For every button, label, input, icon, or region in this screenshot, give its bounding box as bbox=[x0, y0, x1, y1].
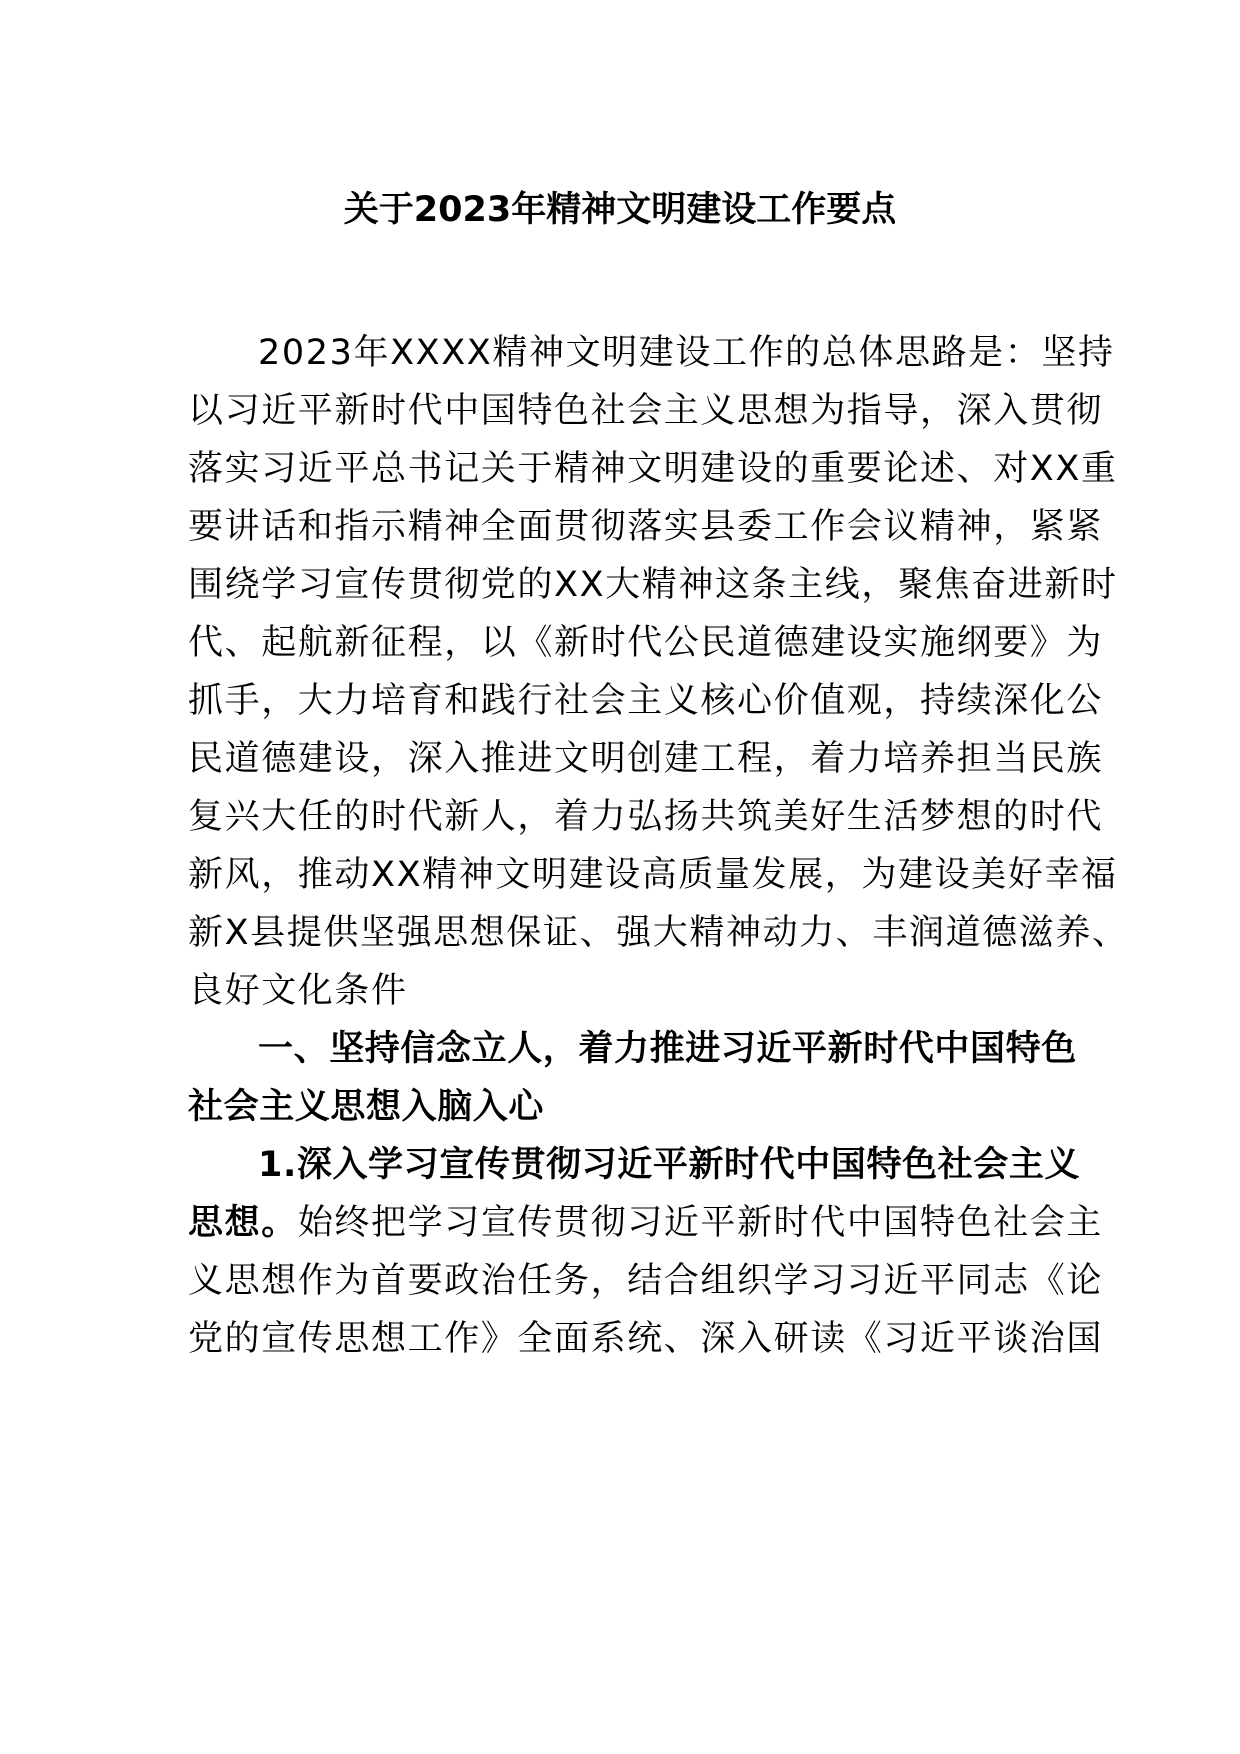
item-1-line-4: 党的宣传思想工作》全面系统、深入研读《习近平谈治国 bbox=[188, 1319, 1104, 1359]
intro-line-7: 抓手，大力培育和践行社会主义核心价值观，持续深化公 bbox=[188, 681, 1104, 721]
item-1-line-3: 义思想作为首要政治任务，结合组织学习习近平同志《论 bbox=[188, 1261, 1104, 1301]
item-1-heading-line: 1.深入学习宣传贯彻习近平新时代中国特色社会主义 bbox=[258, 1145, 1081, 1185]
intro-line-3: 落实习近平总书记关于精神文明建设的重要论述、对XX重 bbox=[188, 449, 1118, 489]
intro-line-8: 民道德建设，深入推进文明创建工程，着力培养担当民族 bbox=[188, 739, 1104, 779]
item-1-body-start: 始终把学习宣传贯彻习近平新时代中国特色社会主 bbox=[297, 1203, 1104, 1243]
intro-line-2: 以习近平新时代中国特色社会主义思想为指导，深入贯彻 bbox=[188, 391, 1104, 431]
intro-line-9: 复兴大任的时代新人，着力弘扬共筑美好生活梦想的时代 bbox=[188, 797, 1104, 837]
intro-line-10: 新风，推动XX精神文明建设高质量发展，为建设美好幸福 bbox=[188, 855, 1118, 895]
intro-line-1: 2023年XXXX精神文明建设工作的总体思路是：坚持 bbox=[258, 333, 1115, 373]
intro-line-5: 围绕学习宣传贯彻党的XX大精神这条主线，聚焦奋进新时 bbox=[188, 565, 1118, 605]
intro-line-6: 代、起航新征程，以《新时代公民道德建设实施纲要》为 bbox=[188, 623, 1104, 663]
intro-line-4: 要讲话和指示精神全面贯彻落实县委工作会议精神，紧紧 bbox=[188, 507, 1104, 547]
section-heading-1-line-1: 一、坚持信念立人，着力推进习近平新时代中国特色 bbox=[258, 1029, 1077, 1069]
document-title: 关于2023年精神文明建设工作要点 bbox=[343, 190, 897, 230]
intro-line-11: 新X县提供坚强思想保证、强大精神动力、丰润道德滋养、 bbox=[188, 913, 1129, 953]
item-1-line-2 bbox=[188, 1201, 1104, 1245]
intro-line-12: 良好文化条件 bbox=[188, 971, 408, 1011]
item-1-heading-tail: 思想。 bbox=[188, 1203, 298, 1243]
section-heading-1-line-2: 社会主义思想入脑入心 bbox=[188, 1087, 545, 1127]
